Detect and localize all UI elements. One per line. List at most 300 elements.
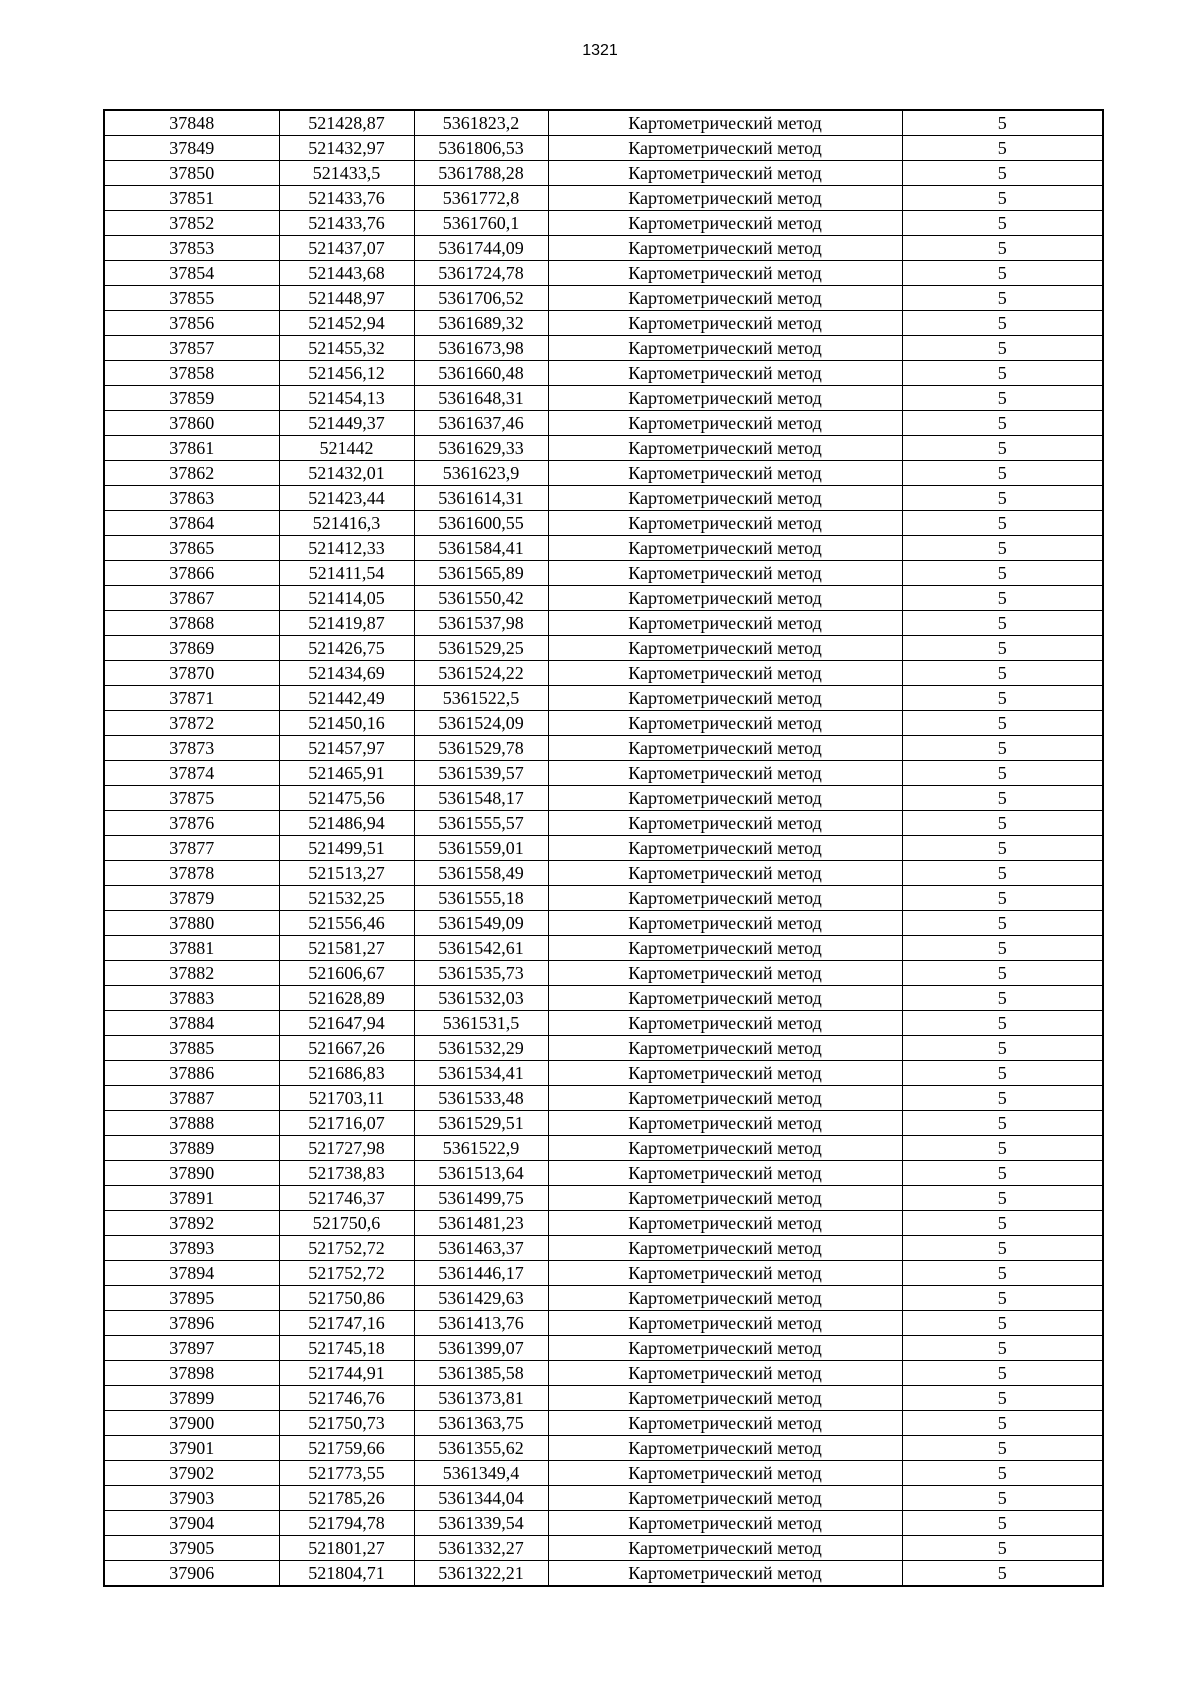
x-coordinate-cell: 521794,78 <box>279 1511 414 1536</box>
method-cell: Картометрический метод <box>548 1186 902 1211</box>
accuracy-cell: 5 <box>902 536 1103 561</box>
x-coordinate-cell: 521686,83 <box>279 1061 414 1086</box>
table-row <box>104 761 1103 786</box>
x-coordinate-cell: 521801,27 <box>279 1536 414 1561</box>
method-cell: Картометрический метод <box>548 286 902 311</box>
method-cell: Картометрический метод <box>548 1461 902 1486</box>
point-number-cell: 37904 <box>104 1511 279 1536</box>
x-coordinate-cell: 521433,5 <box>279 161 414 186</box>
accuracy-cell: 5 <box>902 1236 1103 1261</box>
method-cell: Картометрический метод <box>548 261 902 286</box>
method-cell: Картометрический метод <box>548 1486 902 1511</box>
method-cell: Картометрический метод <box>548 961 902 986</box>
x-coordinate-cell: 521426,75 <box>279 636 414 661</box>
table-row <box>104 186 1103 211</box>
y-coordinate-cell: 5361555,57 <box>414 811 548 836</box>
method-cell: Картометрический метод <box>548 511 902 536</box>
accuracy-cell: 5 <box>902 1211 1103 1236</box>
x-coordinate-cell: 521448,97 <box>279 286 414 311</box>
table-row <box>104 386 1103 411</box>
y-coordinate-cell: 5361363,75 <box>414 1411 548 1436</box>
method-cell: Картометрический метод <box>548 1336 902 1361</box>
method-cell: Картометрический метод <box>548 811 902 836</box>
point-number-cell: 37903 <box>104 1486 279 1511</box>
point-number-cell: 37886 <box>104 1061 279 1086</box>
point-number-cell: 37905 <box>104 1536 279 1561</box>
accuracy-cell: 5 <box>902 411 1103 436</box>
x-coordinate-cell: 521433,76 <box>279 211 414 236</box>
method-cell: Картометрический метод <box>548 1236 902 1261</box>
method-cell: Картометрический метод <box>548 1511 902 1536</box>
accuracy-cell: 5 <box>902 461 1103 486</box>
point-number-cell: 37854 <box>104 261 279 286</box>
accuracy-cell: 5 <box>902 911 1103 936</box>
table-row <box>104 486 1103 511</box>
x-coordinate-cell: 521442 <box>279 436 414 461</box>
accuracy-cell: 5 <box>902 1561 1103 1587</box>
table-row <box>104 986 1103 1011</box>
method-cell: Картометрический метод <box>548 211 902 236</box>
x-coordinate-cell: 521746,76 <box>279 1386 414 1411</box>
method-cell: Картометрический метод <box>548 711 902 736</box>
table-row <box>104 586 1103 611</box>
table-row <box>104 211 1103 236</box>
y-coordinate-cell: 5361565,89 <box>414 561 548 586</box>
point-number-cell: 37872 <box>104 711 279 736</box>
point-number-cell: 37865 <box>104 536 279 561</box>
point-number-cell: 37852 <box>104 211 279 236</box>
accuracy-cell: 5 <box>902 1286 1103 1311</box>
table-row <box>104 1561 1103 1587</box>
method-cell: Картометрический метод <box>548 236 902 261</box>
point-number-cell: 37859 <box>104 386 279 411</box>
table-row <box>104 1411 1103 1436</box>
table-row <box>104 161 1103 186</box>
x-coordinate-cell: 521419,87 <box>279 611 414 636</box>
table-row <box>104 1511 1103 1536</box>
table-row <box>104 1136 1103 1161</box>
x-coordinate-cell: 521745,18 <box>279 1336 414 1361</box>
y-coordinate-cell: 5361463,37 <box>414 1236 548 1261</box>
point-number-cell: 37856 <box>104 311 279 336</box>
method-cell: Картометрический метод <box>548 661 902 686</box>
table-row <box>104 1211 1103 1236</box>
y-coordinate-cell: 5361549,09 <box>414 911 548 936</box>
x-coordinate-cell: 521744,91 <box>279 1361 414 1386</box>
point-number-cell: 37901 <box>104 1436 279 1461</box>
y-coordinate-cell: 5361532,03 <box>414 986 548 1011</box>
method-cell: Картометрический метод <box>548 1561 902 1587</box>
method-cell: Картометрический метод <box>548 611 902 636</box>
point-number-cell: 37906 <box>104 1561 279 1587</box>
x-coordinate-cell: 521752,72 <box>279 1236 414 1261</box>
accuracy-cell: 5 <box>902 1486 1103 1511</box>
x-coordinate-cell: 521434,69 <box>279 661 414 686</box>
x-coordinate-cell: 521647,94 <box>279 1011 414 1036</box>
point-number-cell: 37889 <box>104 1136 279 1161</box>
y-coordinate-cell: 5361539,57 <box>414 761 548 786</box>
accuracy-cell: 5 <box>902 261 1103 286</box>
y-coordinate-cell: 5361344,04 <box>414 1486 548 1511</box>
method-cell: Картометрический метод <box>548 136 902 161</box>
accuracy-cell: 5 <box>902 861 1103 886</box>
coordinates-table <box>103 109 1104 1587</box>
accuracy-cell: 5 <box>902 311 1103 336</box>
method-cell: Картометрический метод <box>548 161 902 186</box>
table-row <box>104 1436 1103 1461</box>
x-coordinate-cell: 521746,37 <box>279 1186 414 1211</box>
point-number-cell: 37888 <box>104 1111 279 1136</box>
accuracy-cell: 5 <box>902 886 1103 911</box>
table-row <box>104 511 1103 536</box>
accuracy-cell: 5 <box>902 1261 1103 1286</box>
accuracy-cell: 5 <box>902 136 1103 161</box>
y-coordinate-cell: 5361760,1 <box>414 211 548 236</box>
point-number-cell: 37897 <box>104 1336 279 1361</box>
y-coordinate-cell: 5361823,2 <box>414 110 548 136</box>
point-number-cell: 37899 <box>104 1386 279 1411</box>
point-number-cell: 37861 <box>104 436 279 461</box>
point-number-cell: 37894 <box>104 1261 279 1286</box>
x-coordinate-cell: 521423,44 <box>279 486 414 511</box>
method-cell: Картометрический метод <box>548 1261 902 1286</box>
y-coordinate-cell: 5361529,25 <box>414 636 548 661</box>
y-coordinate-cell: 5361648,31 <box>414 386 548 411</box>
table-row <box>104 336 1103 361</box>
method-cell: Картометрический метод <box>548 1036 902 1061</box>
x-coordinate-cell: 521486,94 <box>279 811 414 836</box>
point-number-cell: 37887 <box>104 1086 279 1111</box>
table-row <box>104 1061 1103 1086</box>
table-row <box>104 961 1103 986</box>
method-cell: Картометрический метод <box>548 1161 902 1186</box>
x-coordinate-cell: 521456,12 <box>279 361 414 386</box>
table-row <box>104 711 1103 736</box>
table-row <box>104 1161 1103 1186</box>
accuracy-cell: 5 <box>902 486 1103 511</box>
y-coordinate-cell: 5361548,17 <box>414 786 548 811</box>
method-cell: Картометрический метод <box>548 436 902 461</box>
method-cell: Картометрический метод <box>548 561 902 586</box>
point-number-cell: 37895 <box>104 1286 279 1311</box>
table-row <box>104 836 1103 861</box>
x-coordinate-cell: 521606,67 <box>279 961 414 986</box>
table-row <box>104 286 1103 311</box>
y-coordinate-cell: 5361673,98 <box>414 336 548 361</box>
table-row <box>104 311 1103 336</box>
x-coordinate-cell: 521443,68 <box>279 261 414 286</box>
y-coordinate-cell: 5361481,23 <box>414 1211 548 1236</box>
method-cell: Картометрический метод <box>548 1086 902 1111</box>
x-coordinate-cell: 521703,11 <box>279 1086 414 1111</box>
accuracy-cell: 5 <box>902 1436 1103 1461</box>
x-coordinate-cell: 521455,32 <box>279 336 414 361</box>
x-coordinate-cell: 521785,26 <box>279 1486 414 1511</box>
method-cell: Картометрический метод <box>548 1411 902 1436</box>
method-cell: Картометрический метод <box>548 411 902 436</box>
table-row <box>104 561 1103 586</box>
accuracy-cell: 5 <box>902 1186 1103 1211</box>
accuracy-cell: 5 <box>902 110 1103 136</box>
table-row <box>104 786 1103 811</box>
method-cell: Картометрический метод <box>548 1011 902 1036</box>
point-number-cell: 37862 <box>104 461 279 486</box>
table-row <box>104 1386 1103 1411</box>
table-row <box>104 136 1103 161</box>
point-number-cell: 37875 <box>104 786 279 811</box>
y-coordinate-cell: 5361788,28 <box>414 161 548 186</box>
y-coordinate-cell: 5361529,78 <box>414 736 548 761</box>
table-row <box>104 1086 1103 1111</box>
table-row <box>104 886 1103 911</box>
method-cell: Картометрический метод <box>548 786 902 811</box>
table-row <box>104 611 1103 636</box>
x-coordinate-cell: 521716,07 <box>279 1111 414 1136</box>
x-coordinate-cell: 521667,26 <box>279 1036 414 1061</box>
table-row <box>104 911 1103 936</box>
y-coordinate-cell: 5361522,5 <box>414 686 548 711</box>
method-cell: Картометрический метод <box>548 1536 902 1561</box>
table-row <box>104 661 1103 686</box>
accuracy-cell: 5 <box>902 161 1103 186</box>
accuracy-cell: 5 <box>902 561 1103 586</box>
accuracy-cell: 5 <box>902 1311 1103 1336</box>
x-coordinate-cell: 521450,16 <box>279 711 414 736</box>
method-cell: Картометрический метод <box>548 911 902 936</box>
accuracy-cell: 5 <box>902 586 1103 611</box>
method-cell: Картометрический метод <box>548 1386 902 1411</box>
point-number-cell: 37871 <box>104 686 279 711</box>
y-coordinate-cell: 5361558,49 <box>414 861 548 886</box>
method-cell: Картометрический метод <box>548 986 902 1011</box>
y-coordinate-cell: 5361322,21 <box>414 1561 548 1587</box>
table-row <box>104 361 1103 386</box>
x-coordinate-cell: 521532,25 <box>279 886 414 911</box>
table-row <box>104 110 1103 136</box>
x-coordinate-cell: 521428,87 <box>279 110 414 136</box>
y-coordinate-cell: 5361355,62 <box>414 1436 548 1461</box>
x-coordinate-cell: 521513,27 <box>279 861 414 886</box>
point-number-cell: 37863 <box>104 486 279 511</box>
accuracy-cell: 5 <box>902 1161 1103 1186</box>
method-cell: Картометрический метод <box>548 836 902 861</box>
method-cell: Картометрический метод <box>548 386 902 411</box>
x-coordinate-cell: 521475,56 <box>279 786 414 811</box>
method-cell: Картометрический метод <box>548 536 902 561</box>
y-coordinate-cell: 5361689,32 <box>414 311 548 336</box>
table-row <box>104 1236 1103 1261</box>
table-row <box>104 1311 1103 1336</box>
accuracy-cell: 5 <box>902 736 1103 761</box>
page-number: 1321 <box>582 42 618 59</box>
y-coordinate-cell: 5361806,53 <box>414 136 548 161</box>
x-coordinate-cell: 521727,98 <box>279 1136 414 1161</box>
y-coordinate-cell: 5361637,46 <box>414 411 548 436</box>
point-number-cell: 37849 <box>104 136 279 161</box>
accuracy-cell: 5 <box>902 636 1103 661</box>
accuracy-cell: 5 <box>902 1511 1103 1536</box>
method-cell: Картометрический метод <box>548 761 902 786</box>
table-row <box>104 1261 1103 1286</box>
point-number-cell: 37869 <box>104 636 279 661</box>
method-cell: Картометрический метод <box>548 486 902 511</box>
table-row <box>104 1036 1103 1061</box>
accuracy-cell: 5 <box>902 1036 1103 1061</box>
x-coordinate-cell: 521750,86 <box>279 1286 414 1311</box>
accuracy-cell: 5 <box>902 236 1103 261</box>
table-row <box>104 461 1103 486</box>
point-number-cell: 37879 <box>104 886 279 911</box>
x-coordinate-cell: 521759,66 <box>279 1436 414 1461</box>
accuracy-cell: 5 <box>902 961 1103 986</box>
x-coordinate-cell: 521750,73 <box>279 1411 414 1436</box>
accuracy-cell: 5 <box>902 436 1103 461</box>
y-coordinate-cell: 5361385,58 <box>414 1361 548 1386</box>
y-coordinate-cell: 5361429,63 <box>414 1286 548 1311</box>
x-coordinate-cell: 521416,3 <box>279 511 414 536</box>
table-row <box>104 1336 1103 1361</box>
table-row <box>104 1536 1103 1561</box>
method-cell: Картометрический метод <box>548 461 902 486</box>
method-cell: Картометрический метод <box>548 186 902 211</box>
table-row <box>104 436 1103 461</box>
y-coordinate-cell: 5361706,52 <box>414 286 548 311</box>
accuracy-cell: 5 <box>902 1061 1103 1086</box>
x-coordinate-cell: 521738,83 <box>279 1161 414 1186</box>
x-coordinate-cell: 521449,37 <box>279 411 414 436</box>
point-number-cell: 37891 <box>104 1186 279 1211</box>
x-coordinate-cell: 521432,97 <box>279 136 414 161</box>
y-coordinate-cell: 5361399,07 <box>414 1336 548 1361</box>
method-cell: Картометрический метод <box>548 1361 902 1386</box>
point-number-cell: 37853 <box>104 236 279 261</box>
x-coordinate-cell: 521773,55 <box>279 1461 414 1486</box>
table-row <box>104 861 1103 886</box>
accuracy-cell: 5 <box>902 1111 1103 1136</box>
y-coordinate-cell: 5361744,09 <box>414 236 548 261</box>
y-coordinate-cell: 5361537,98 <box>414 611 548 636</box>
method-cell: Картометрический метод <box>548 1136 902 1161</box>
y-coordinate-cell: 5361513,64 <box>414 1161 548 1186</box>
y-coordinate-cell: 5361542,61 <box>414 936 548 961</box>
table-row <box>104 686 1103 711</box>
coordinates-table-body <box>104 110 1103 1586</box>
y-coordinate-cell: 5361724,78 <box>414 261 548 286</box>
accuracy-cell: 5 <box>902 761 1103 786</box>
y-coordinate-cell: 5361532,29 <box>414 1036 548 1061</box>
y-coordinate-cell: 5361332,27 <box>414 1536 548 1561</box>
y-coordinate-cell: 5361614,31 <box>414 486 548 511</box>
point-number-cell: 37878 <box>104 861 279 886</box>
point-number-cell: 37867 <box>104 586 279 611</box>
point-number-cell: 37900 <box>104 1411 279 1436</box>
point-number-cell: 37892 <box>104 1211 279 1236</box>
table-row <box>104 1011 1103 1036</box>
y-coordinate-cell: 5361339,54 <box>414 1511 548 1536</box>
table-row <box>104 1461 1103 1486</box>
point-number-cell: 37857 <box>104 336 279 361</box>
accuracy-cell: 5 <box>902 661 1103 686</box>
point-number-cell: 37848 <box>104 110 279 136</box>
y-coordinate-cell: 5361584,41 <box>414 536 548 561</box>
point-number-cell: 37855 <box>104 286 279 311</box>
table-row <box>104 261 1103 286</box>
y-coordinate-cell: 5361531,5 <box>414 1011 548 1036</box>
accuracy-cell: 5 <box>902 511 1103 536</box>
y-coordinate-cell: 5361349,4 <box>414 1461 548 1486</box>
x-coordinate-cell: 521465,91 <box>279 761 414 786</box>
y-coordinate-cell: 5361772,8 <box>414 186 548 211</box>
x-coordinate-cell: 521414,05 <box>279 586 414 611</box>
accuracy-cell: 5 <box>902 1461 1103 1486</box>
method-cell: Картометрический метод <box>548 736 902 761</box>
table-row <box>104 736 1103 761</box>
method-cell: Картометрический метод <box>548 1311 902 1336</box>
y-coordinate-cell: 5361524,09 <box>414 711 548 736</box>
point-number-cell: 37880 <box>104 911 279 936</box>
accuracy-cell: 5 <box>902 211 1103 236</box>
accuracy-cell: 5 <box>902 361 1103 386</box>
accuracy-cell: 5 <box>902 936 1103 961</box>
point-number-cell: 37864 <box>104 511 279 536</box>
x-coordinate-cell: 521457,97 <box>279 736 414 761</box>
x-coordinate-cell: 521556,46 <box>279 911 414 936</box>
method-cell: Картометрический метод <box>548 1211 902 1236</box>
accuracy-cell: 5 <box>902 1411 1103 1436</box>
table-row <box>104 236 1103 261</box>
accuracy-cell: 5 <box>902 611 1103 636</box>
point-number-cell: 37882 <box>104 961 279 986</box>
y-coordinate-cell: 5361600,55 <box>414 511 548 536</box>
method-cell: Картометрический метод <box>548 311 902 336</box>
method-cell: Картометрический метод <box>548 1286 902 1311</box>
accuracy-cell: 5 <box>902 711 1103 736</box>
accuracy-cell: 5 <box>902 336 1103 361</box>
y-coordinate-cell: 5361533,48 <box>414 1086 548 1111</box>
accuracy-cell: 5 <box>902 186 1103 211</box>
point-number-cell: 37877 <box>104 836 279 861</box>
x-coordinate-cell: 521752,72 <box>279 1261 414 1286</box>
y-coordinate-cell: 5361534,41 <box>414 1061 548 1086</box>
accuracy-cell: 5 <box>902 811 1103 836</box>
table-row <box>104 411 1103 436</box>
point-number-cell: 37858 <box>104 361 279 386</box>
accuracy-cell: 5 <box>902 986 1103 1011</box>
x-coordinate-cell: 521442,49 <box>279 686 414 711</box>
accuracy-cell: 5 <box>902 386 1103 411</box>
y-coordinate-cell: 5361413,76 <box>414 1311 548 1336</box>
y-coordinate-cell: 5361550,42 <box>414 586 548 611</box>
accuracy-cell: 5 <box>902 836 1103 861</box>
accuracy-cell: 5 <box>902 286 1103 311</box>
accuracy-cell: 5 <box>902 1361 1103 1386</box>
accuracy-cell: 5 <box>902 1011 1103 1036</box>
point-number-cell: 37898 <box>104 1361 279 1386</box>
point-number-cell: 37870 <box>104 661 279 686</box>
accuracy-cell: 5 <box>902 1136 1103 1161</box>
accuracy-cell: 5 <box>902 1086 1103 1111</box>
method-cell: Картометрический метод <box>548 336 902 361</box>
point-number-cell: 37866 <box>104 561 279 586</box>
y-coordinate-cell: 5361529,51 <box>414 1111 548 1136</box>
y-coordinate-cell: 5361524,22 <box>414 661 548 686</box>
accuracy-cell: 5 <box>902 686 1103 711</box>
point-number-cell: 37850 <box>104 161 279 186</box>
accuracy-cell: 5 <box>902 1386 1103 1411</box>
table-row <box>104 636 1103 661</box>
table-row <box>104 811 1103 836</box>
y-coordinate-cell: 5361559,01 <box>414 836 548 861</box>
